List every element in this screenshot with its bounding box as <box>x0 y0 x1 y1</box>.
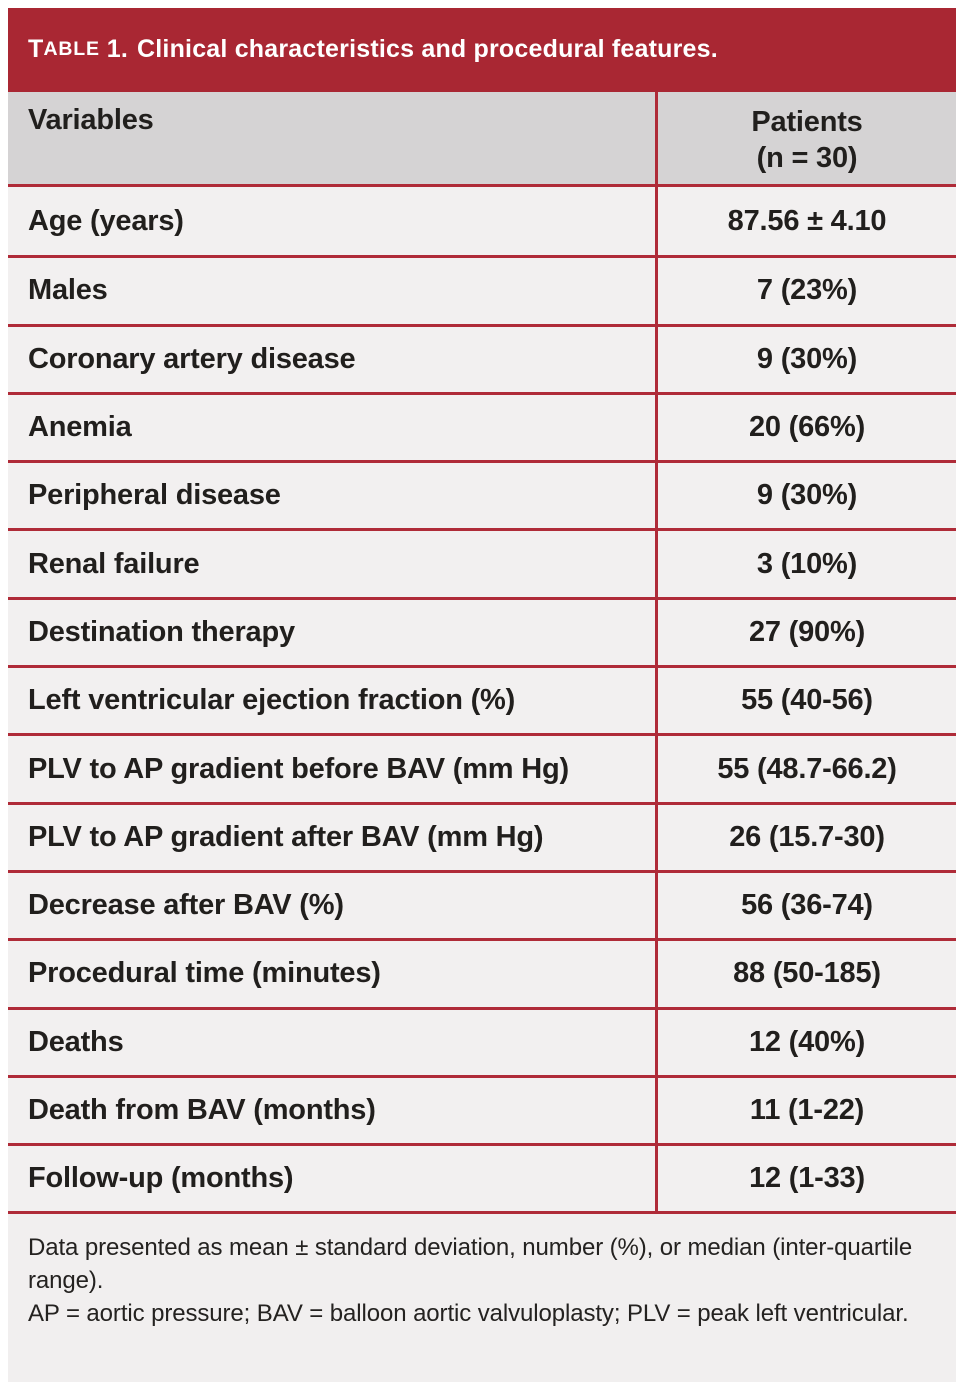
variables-header-label: Variables <box>28 104 154 136</box>
footnote-line: Data presented as mean ± standard deviation, number (%), or median (inter-quartile range). <box>28 1234 913 1295</box>
row-label: PLV to AP gradient before BAV (mm Hg) <box>8 736 658 801</box>
table-row <box>8 1007 956 1075</box>
title-table-word-initial: T <box>28 34 44 63</box>
row-value: 11 (1-22) <box>749 1094 865 1126</box>
patients-header-line1: Patients <box>751 106 863 138</box>
row-label: Death from BAV (months) <box>8 1078 658 1143</box>
table-row <box>8 1075 956 1143</box>
row-value: 26 (15.7-30) <box>729 820 885 853</box>
title-table-word-rest: ABLE <box>43 37 100 60</box>
row-label: Follow-up (months) <box>8 1146 658 1211</box>
row-value: 20 (66%) <box>748 411 866 444</box>
row-value: 7 (23%) <box>756 274 858 307</box>
row-value: 55 (40-56) <box>741 684 873 717</box>
table-row <box>8 255 956 323</box>
table-row <box>8 870 956 938</box>
title-number: 1. <box>106 34 129 63</box>
table-body <box>8 187 956 1211</box>
row-value: 12 (1-33) <box>749 1162 865 1195</box>
table-1-card <box>8 8 956 1382</box>
row-value: 3 (10%) <box>756 547 858 580</box>
row-value: 87.56 ± 4.10 <box>727 204 887 237</box>
row-label: Age (years) <box>8 187 658 255</box>
row-label: Renal failure <box>8 531 658 596</box>
table-row <box>8 1143 956 1211</box>
row-label: Deaths <box>8 1010 658 1075</box>
row-label: Anemia <box>8 395 658 460</box>
table-row <box>8 460 956 528</box>
table-row <box>8 938 956 1006</box>
row-value: 27 (90%) <box>748 615 866 648</box>
header-cell-variables <box>8 92 658 184</box>
table-row <box>8 528 956 596</box>
table-row <box>8 324 956 392</box>
row-label: Males <box>8 258 658 323</box>
row-value: 56 (36-74) <box>741 889 873 922</box>
table-row <box>8 665 956 733</box>
row-label: Coronary artery disease <box>8 327 658 392</box>
row-value: 9 (30%) <box>756 342 858 375</box>
header-cell-patients <box>658 92 956 184</box>
row-label: Peripheral disease <box>8 463 658 528</box>
row-value: 12 (40%) <box>748 1025 866 1058</box>
table-title-band <box>8 8 956 92</box>
patients-header-line2: (n = 30) <box>756 142 858 174</box>
table-header-row <box>8 92 956 187</box>
row-value: 88 (50-185) <box>733 957 881 990</box>
footnote-line: AP = aortic pressure; BAV = balloon aortic valvuloplasty; PLV = peak left ventricular. <box>28 1300 909 1328</box>
table-row <box>8 733 956 801</box>
row-label: PLV to AP gradient after BAV (mm Hg) <box>8 805 658 870</box>
table-footnote <box>8 1211 956 1382</box>
row-label: Procedural time (minutes) <box>8 941 658 1006</box>
row-value: 9 (30%) <box>756 479 858 512</box>
row-label: Decrease after BAV (%) <box>8 873 658 938</box>
row-value: 55 (48.7-66.2) <box>717 752 897 785</box>
table-row <box>8 597 956 665</box>
title-text: Clinical characteristics and procedural features. <box>137 34 718 63</box>
row-label: Destination therapy <box>8 600 658 665</box>
table-row <box>8 187 956 255</box>
table-row <box>8 802 956 870</box>
row-label: Left ventricular ejection fraction (%) <box>8 668 658 733</box>
table-row <box>8 392 956 460</box>
